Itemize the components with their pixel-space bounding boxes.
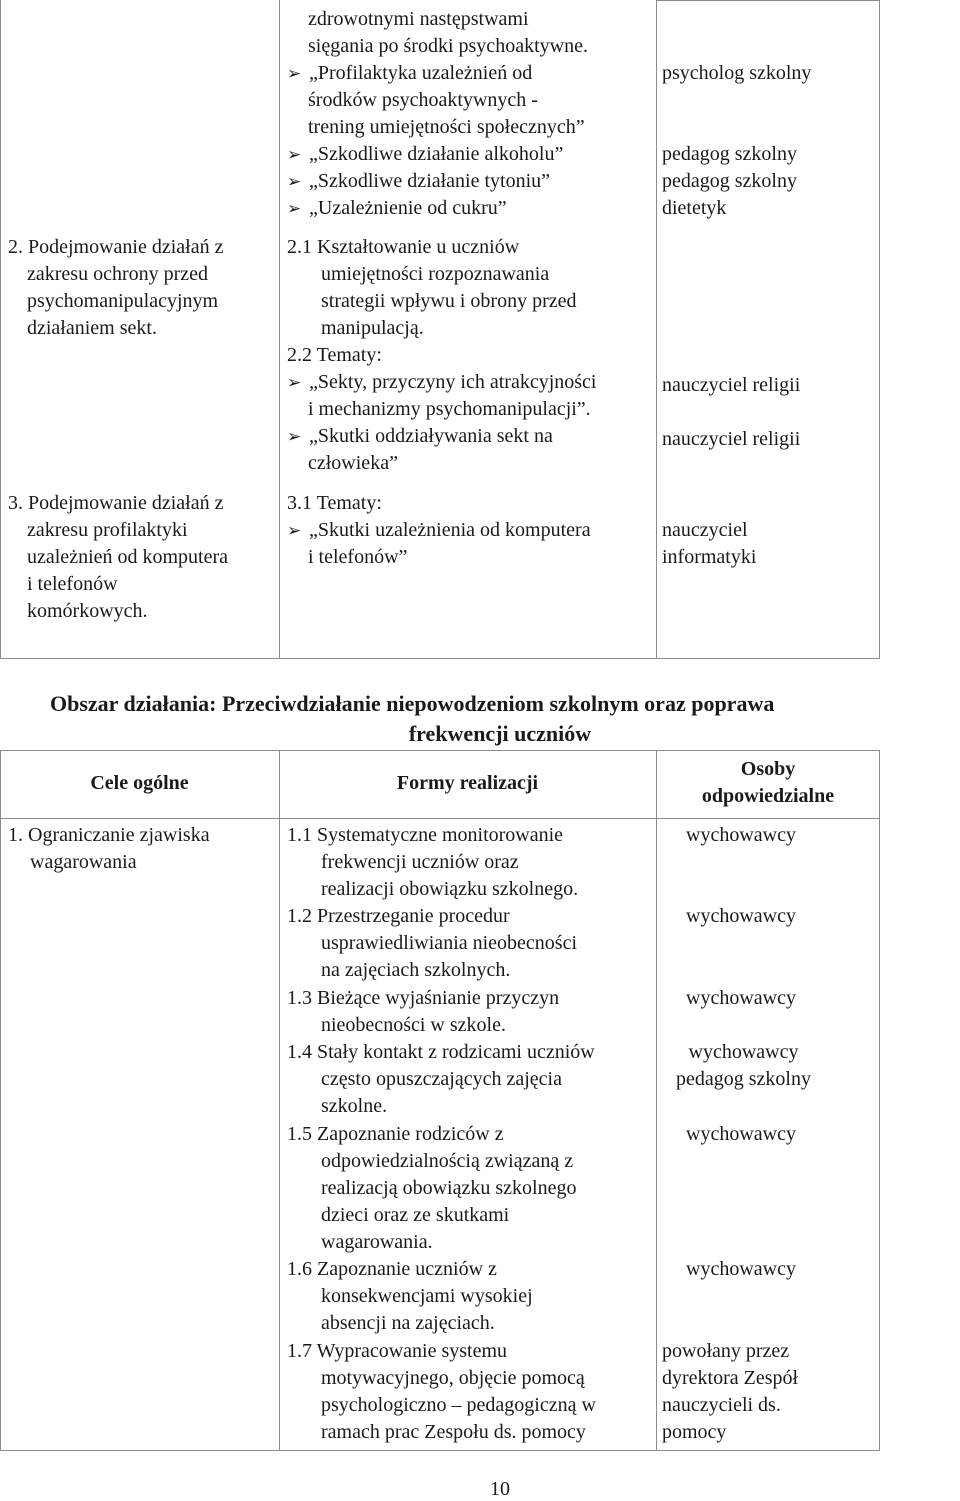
responsible-item: powołany przez	[662, 1340, 790, 1362]
text-line: szkolne.	[321, 1095, 388, 1117]
responsible-item: nauczycieli ds.	[662, 1394, 781, 1416]
text-line: frekwencji uczniów oraz	[321, 851, 519, 873]
text-line: człowieka”	[308, 452, 398, 474]
text-line: ramach prac Zespołu ds. pomocy	[321, 1421, 586, 1443]
responsible-item: pomocy	[662, 1421, 727, 1443]
text-line: psycholog szkolny	[662, 62, 812, 84]
text-line: działaniem sekt.	[27, 317, 157, 339]
responsible-item: wychowawcy	[686, 987, 796, 1009]
bullet-text: „Sekty, przyczyny ich atrakcyjności	[309, 371, 597, 393]
text-line: na zajęciach szkolnych.	[321, 959, 511, 981]
text-line: komórkowych.	[27, 600, 148, 622]
header-cele: Cele ogólne	[90, 772, 189, 794]
bullet-text: „Szkodliwe działanie alkoholu”	[309, 143, 564, 165]
bullet-text: „Skutki uzależnienia od komputera	[309, 519, 591, 541]
heading-line: frekwencji uczniów	[408, 721, 592, 746]
header-formy: Formy realizacji	[396, 772, 539, 794]
text-line: 2. Podejmowanie działań z	[8, 236, 224, 258]
arrow-bullet-icon: ➢	[287, 199, 302, 219]
form-item: 1.5 Zapoznanie rodziców z	[287, 1123, 504, 1145]
text-line: wagarowania	[30, 851, 137, 873]
text-line: motywacyjnego, objęcie pomocą	[321, 1367, 585, 1389]
text-line: zakresu profilaktyki	[27, 519, 188, 541]
responsible-item: wychowawcy	[686, 1123, 796, 1145]
responsible-item: wychowawcy	[686, 824, 796, 846]
text-line: 2.1 Kształtowanie u uczniów	[287, 236, 520, 258]
text-line: i telefonów”	[308, 546, 408, 568]
form-item: 1.4 Stały kontakt z rodzicami uczniów	[287, 1041, 595, 1063]
bullet-text: „Skutki oddziaływania sekt na	[309, 425, 553, 447]
text-line: zakresu ochrony przed	[27, 263, 209, 285]
arrow-bullet-icon: ➢	[287, 145, 302, 165]
text-line: pedagog szkolny	[662, 143, 797, 165]
text-line: dzieci oraz ze skutkami	[321, 1204, 510, 1226]
text-line: sięgania po środki psychoaktywne.	[308, 35, 588, 57]
form-item: 1.3 Bieżące wyjaśnianie przyczyn	[287, 987, 560, 1009]
text-line: często opuszczających zajęcia	[321, 1068, 562, 1090]
text-line: psychomanipulacyjnym	[27, 290, 219, 312]
bullet-text: „Uzależnienie od cukru”	[309, 197, 507, 219]
text-line: realizacją obowiązku szkolnego	[321, 1177, 577, 1199]
arrow-bullet-icon: ➢	[287, 427, 302, 447]
page-number: 10	[490, 1478, 510, 1500]
arrow-bullet-icon: ➢	[287, 521, 302, 541]
arrow-bullet-icon: ➢	[287, 172, 302, 192]
heading-line: Obszar działania: Przeciwdziałanie niepowodzeniom szkolnym oraz poprawa	[50, 691, 775, 716]
text-line: strategii wpływu i obrony przed	[321, 290, 577, 312]
text-line: manipulacją.	[321, 317, 424, 339]
responsible-item: wychowawcy	[688, 1041, 799, 1063]
text-line: zdrowotnymi następstwami	[308, 8, 529, 30]
text-line: usprawiedliwiania nieobecności	[321, 932, 578, 954]
arrow-bullet-icon: ➢	[287, 64, 302, 84]
text-line: umiejętności rozpoznawania	[321, 263, 550, 285]
text-line: realizacji obowiązku szkolnego.	[321, 878, 579, 900]
text-line: informatyki	[662, 546, 757, 568]
bullet-text: „Profilaktyka uzależnień od	[309, 62, 533, 84]
form-item: 1.7 Wypracowanie systemu	[287, 1340, 508, 1362]
form-item: 1.2 Przestrzeganie procedur	[287, 905, 510, 927]
text-line: absencji na zajęciach.	[321, 1312, 495, 1334]
text-line: 2.2 Tematy:	[287, 344, 382, 366]
arrow-bullet-icon: ➢	[287, 373, 302, 393]
form-item: 1.1 Systematyczne monitorowanie	[287, 824, 564, 846]
text-line: środków psychoaktywnych -	[308, 89, 538, 111]
text-line: konsekwencjami wysokiej	[321, 1285, 533, 1307]
responsible-item: wychowawcy	[686, 1258, 796, 1280]
responsible-item: wychowawcy	[686, 905, 796, 927]
responsible-item: pedagog szkolny	[676, 1068, 811, 1090]
text-line: 3. Podejmowanie działań z	[8, 492, 224, 514]
text-line: dietetyk	[662, 197, 727, 219]
text-line: psychologiczno – pedagogiczną w	[321, 1394, 596, 1416]
text-line: uzależnień od komputera	[27, 546, 229, 568]
text-line: trening umiejętności społecznych”	[308, 116, 585, 138]
form-item: 1.6 Zapoznanie uczniów z	[287, 1258, 497, 1280]
text-line: nauczyciel religii	[662, 428, 801, 450]
text-line: nieobecności w szkole.	[321, 1014, 506, 1036]
text-line: odpowiedzialnością związaną z	[321, 1150, 574, 1172]
text-line: 1. Ograniczanie zjawiska	[8, 824, 210, 846]
text-line: nauczyciel	[662, 519, 748, 541]
header-odpowiedzialne: odpowiedzialne	[701, 785, 835, 807]
text-line: wagarowania.	[321, 1231, 433, 1253]
text-line: 3.1 Tematy:	[287, 492, 382, 514]
header-osoby: Osoby	[740, 758, 796, 780]
text-line: i mechanizmy psychomanipulacji”.	[308, 398, 591, 420]
text-line: i telefonów	[27, 573, 118, 595]
text-line: nauczyciel religii	[662, 374, 801, 396]
bullet-text: „Szkodliwe działanie tytoniu”	[309, 170, 551, 192]
text-line: pedagog szkolny	[662, 170, 797, 192]
responsible-item: dyrektora Zespół	[662, 1367, 799, 1389]
